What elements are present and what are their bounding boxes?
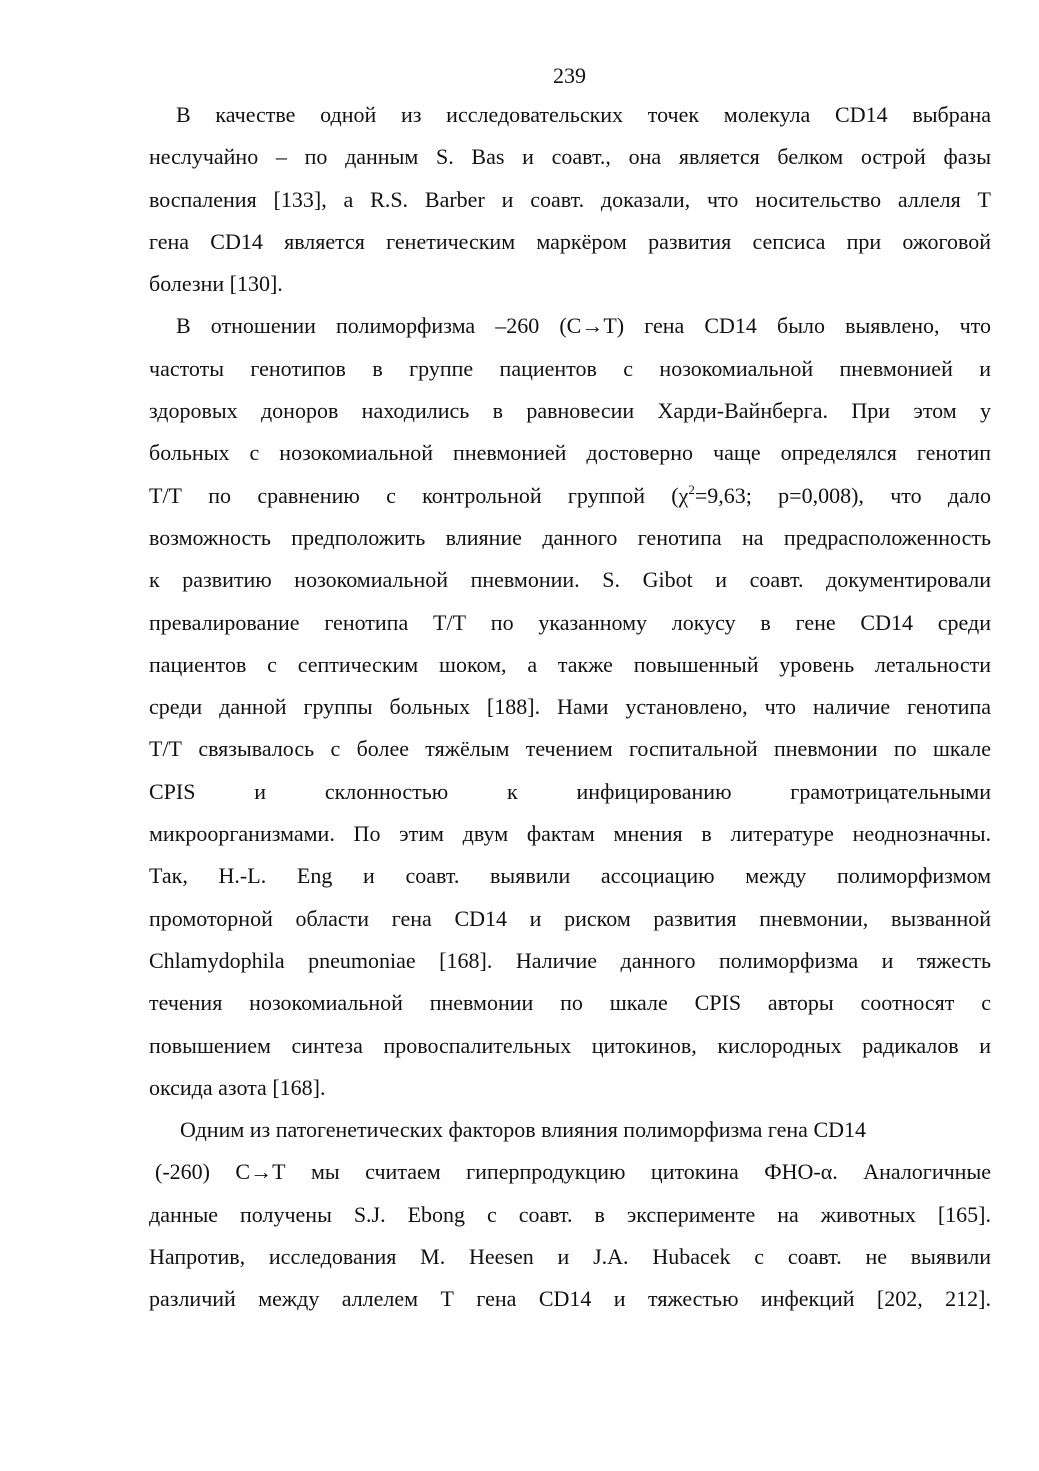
text-line: Напротив, исследования M. Heesen и J.A. Hubacek с соавт. не выявили bbox=[149, 1244, 992, 1270]
text-line: Одним из патогенетических факторов влияния полиморфизма гена CD14 bbox=[180, 1117, 867, 1143]
text-line: повышением синтеза провоспалительных цитокинов, кислородных радикалов и bbox=[149, 1032, 991, 1058]
page-number: 239 bbox=[553, 63, 586, 88]
text-line: неслучайно – по данным S. Bas и соавт., она является белком острой фазы bbox=[149, 144, 991, 170]
document-body bbox=[149, 94, 991, 1321]
text-line: среди данной группы больных [188]. Нами установлено, что наличие генотипа bbox=[149, 694, 991, 720]
paragraph-2 bbox=[149, 305, 991, 1109]
chi-square-line bbox=[149, 475, 991, 517]
text-line: воспаления [133], а R.S. Barber и соавт. доказали, что носительство аллеля Т bbox=[149, 186, 991, 212]
text-line: CPIS и склонностью к инфицированию грамотрицательными bbox=[149, 778, 991, 804]
text-line: Т/Т связывалось с более тяжёлым течением госпитальной пневмонии по шкале bbox=[149, 736, 991, 762]
text-line: Так, H.-L. Eng и соавт. выявили ассоциацию между полиморфизмом bbox=[149, 863, 991, 889]
text-line: здоровых доноров находились в равновесии Харди-Вайнберга. При этом у bbox=[149, 398, 991, 424]
text-line: болезни [130]. bbox=[149, 271, 283, 297]
text-line: различий между аллелем Т гена CD14 и тяжестью инфекций [202, 212]. bbox=[149, 1286, 991, 1312]
text-line: больных с нозокомиальной пневмонией достоверно чаще определялся генотип bbox=[149, 440, 991, 466]
text-line: Chlamydophila pneumoniae [168]. Наличие данного полиморфизма и тяжесть bbox=[149, 947, 991, 973]
text-line: гена CD14 является генетическим маркёром развития сепсиса при ожоговой bbox=[149, 228, 991, 254]
text-line: возможность предположить влияние данного генотипа на предрасположенность bbox=[149, 524, 991, 550]
text-line: превалирование генотипа Т/Т по указанному локусу в гене CD14 среди bbox=[149, 609, 991, 635]
text-line: к развитию нозокомиальной пневмонии. S. Gibot и соавт. документировали bbox=[149, 567, 991, 593]
chi-line-before: Т/Т по сравнению с контрольной группой (χ bbox=[149, 482, 689, 508]
text-line: микроорганизмами. По этим двум фактам мнения в литературе неоднозначны. bbox=[149, 821, 991, 847]
text-line: промоторной области гена CD14 и риском развития пневмонии, вызванной bbox=[149, 905, 991, 931]
text-line: течения нозокомиальной пневмонии по шкале CPIS авторы соотносят с bbox=[149, 990, 991, 1016]
text-line: пациентов с септическим шоком, а также повышенный уровень летальности bbox=[149, 651, 991, 677]
text-line: В отношении полиморфизма –260 (С→Т) гена CD14 было выявлено, что bbox=[176, 313, 991, 339]
text-line: частоты генотипов в группе пациентов с нозокомиальной пневмонией и bbox=[149, 355, 991, 381]
paragraph-1 bbox=[149, 94, 991, 305]
text-line: данные получены S.J. Ebong с соавт. в эксперименте на животных [165]. bbox=[149, 1201, 991, 1227]
text-line: В качестве одной из исследовательских точек молекула CD14 выбрана bbox=[176, 102, 991, 127]
text-line: (-260) С→Т мы считаем гиперпродукцию цитокина ФНО-α. Аналогичные bbox=[155, 1159, 991, 1185]
text-line: оксида азота [168]. bbox=[149, 1074, 326, 1100]
chi-superscript: 2 bbox=[688, 481, 695, 497]
chi-line-after: =9,63; p=0,008), что дало bbox=[694, 482, 992, 508]
paragraph-3 bbox=[149, 1109, 991, 1320]
